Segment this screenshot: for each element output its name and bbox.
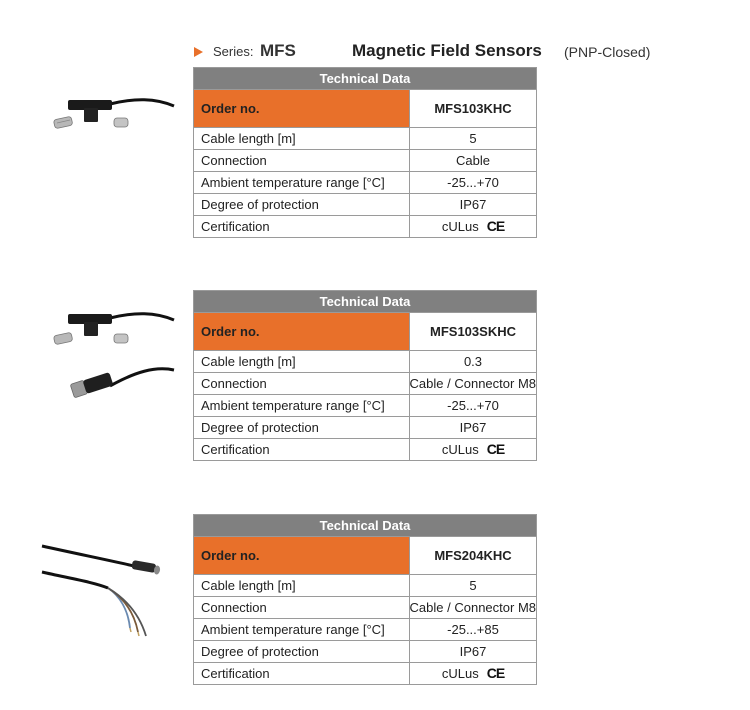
row-value: Cable / Connector M8 (409, 373, 536, 394)
certification-text: cULus (441, 219, 479, 234)
table-row (194, 372, 536, 394)
table-row (194, 127, 536, 149)
table-row (194, 574, 536, 596)
row-label: Ambient temperature range [°C] (201, 398, 385, 413)
row-label: Cable length [m] (201, 131, 296, 146)
page-title: Magnetic Field Sensors (352, 41, 542, 60)
technical-data-table-1 (193, 67, 537, 238)
row-label: Certification (201, 666, 270, 681)
row-label: Ambient temperature range [°C] (201, 175, 385, 190)
certification-text: cULus (441, 442, 479, 457)
table-heading: Technical Data (194, 68, 536, 89)
row-value (409, 216, 536, 237)
ce-mark-icon: CE (486, 665, 505, 681)
row-value (409, 439, 536, 460)
row-value: IP67 (409, 641, 536, 662)
series-name: MFS (260, 41, 296, 60)
row-value: IP67 (409, 194, 536, 215)
series-label: Series: (213, 44, 254, 59)
product-image-mfs103khc (50, 92, 175, 140)
product-image-mfs204khc (38, 540, 168, 640)
row-label: Certification (201, 219, 270, 234)
order-label: Order no. (194, 90, 409, 127)
row-value: IP67 (409, 417, 536, 438)
page-subtitle: (PNP-Closed) (564, 44, 651, 60)
certification-text: cULus (441, 666, 479, 681)
order-value: MFS103KHC (409, 90, 536, 127)
table-row (194, 416, 536, 438)
table-row (194, 149, 536, 171)
table-row (194, 596, 536, 618)
row-label: Degree of protection (201, 644, 319, 659)
row-value: -25...+85 (409, 619, 536, 640)
order-value: MFS204KHC (409, 537, 536, 574)
table-heading: Technical Data (194, 515, 536, 536)
table-row (194, 394, 536, 416)
row-value: -25...+70 (409, 172, 536, 193)
row-label: Degree of protection (201, 420, 319, 435)
row-value: Cable (409, 150, 536, 171)
row-value: 0.3 (409, 351, 536, 372)
series-arrow-icon (194, 47, 203, 57)
row-label: Certification (201, 442, 270, 457)
order-value: MFS103SKHC (409, 313, 536, 350)
row-label: Connection (201, 376, 267, 391)
page-header (194, 40, 664, 64)
order-row (194, 536, 536, 574)
order-label: Order no. (194, 313, 409, 350)
row-label: Cable length [m] (201, 578, 296, 593)
row-label: Ambient temperature range [°C] (201, 622, 385, 637)
table-row (194, 171, 536, 193)
ce-mark-icon: CE (486, 441, 505, 457)
row-label: Cable length [m] (201, 354, 296, 369)
row-label: Degree of protection (201, 197, 319, 212)
table-row (194, 618, 536, 640)
row-value (409, 663, 536, 684)
technical-data-table-3 (193, 514, 537, 685)
row-value: 5 (409, 575, 536, 596)
table-row (194, 640, 536, 662)
order-label: Order no. (194, 537, 409, 574)
ce-mark-icon: CE (486, 218, 505, 234)
order-row (194, 312, 536, 350)
table-heading: Technical Data (194, 291, 536, 312)
product-image-mfs103skhc (50, 306, 175, 402)
order-row (194, 89, 536, 127)
table-row (194, 438, 536, 460)
table-row (194, 215, 536, 237)
table-row (194, 662, 536, 684)
table-row (194, 193, 536, 215)
row-value: -25...+70 (409, 395, 536, 416)
row-label: Connection (201, 153, 267, 168)
row-label: Connection (201, 600, 267, 615)
table-row (194, 350, 536, 372)
technical-data-table-2 (193, 290, 537, 461)
row-value: 5 (409, 128, 536, 149)
row-value: Cable / Connector M8 (409, 597, 536, 618)
